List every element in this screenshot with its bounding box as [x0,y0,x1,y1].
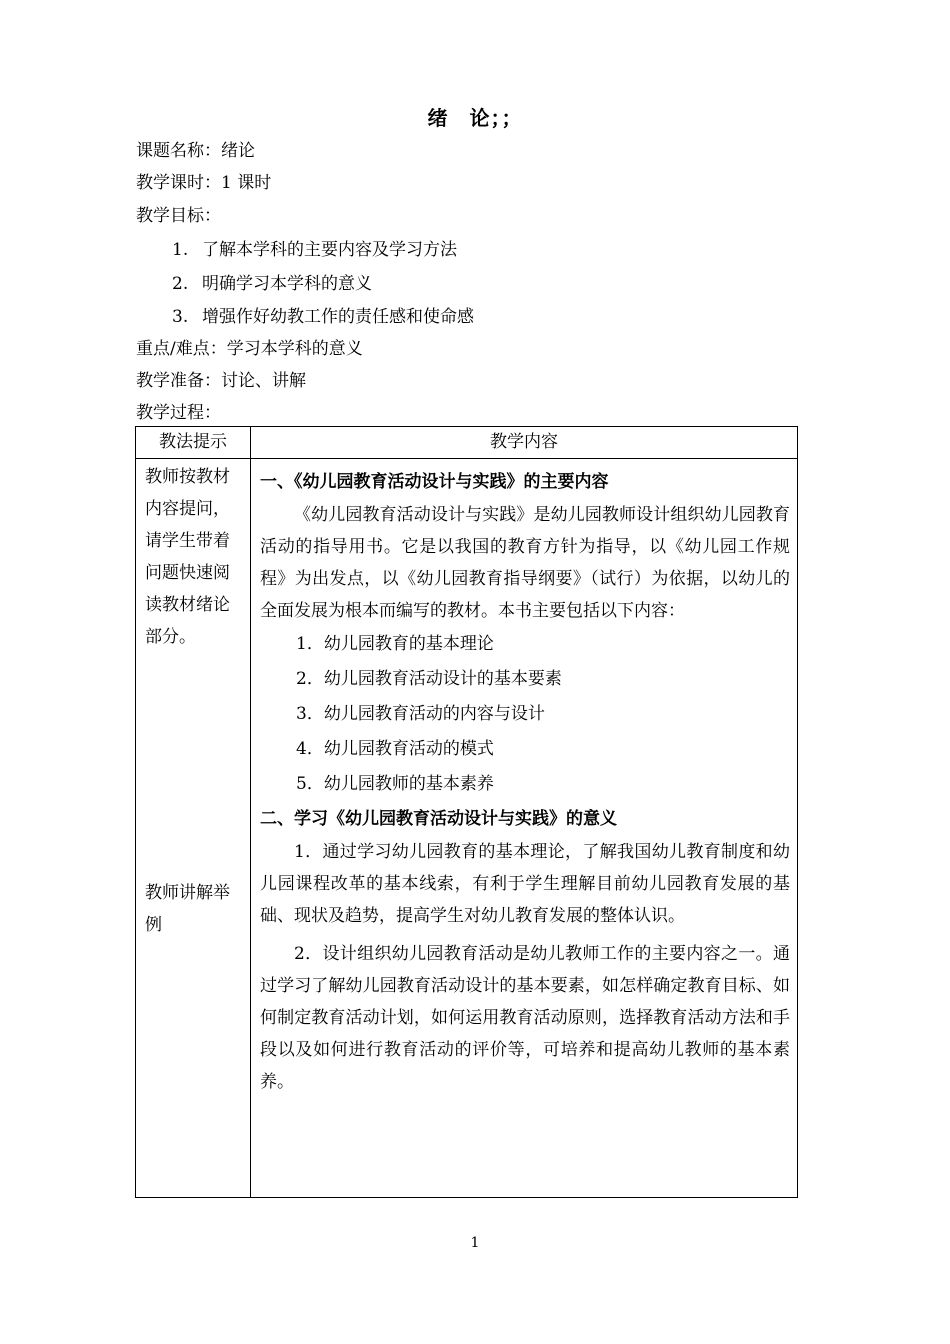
page-title: 绪 论；； [427,106,523,130]
list-item: 2．幼儿园教育活动设计的基本要素 [296,669,562,689]
header-content: 教学内容 [251,427,798,459]
goal-item [172,239,457,261]
goal-text: 明确学习本学科的意义 [202,274,372,294]
section-1-paragraph: 《幼儿园教育活动设计与实践》是幼儿园教师设计组织幼儿园教育活动的指导用书。它是以我国的教育方针为指导，以《幼儿园工作规程》为出发点，以《幼儿园教育指导纲要》（试行）为依据，以幼儿的全面发展为根本而编写的教材。本书主要包括以下内容： [260,505,790,621]
section-2-paragraph-1: 1．通过学习幼儿园教育的基本理论，了解我国幼儿教育制度和幼儿园课程改革的基本线索，有利于学生理解目前幼儿园教育发展的基础、现状及趋势，提高学生对幼儿教育发展的整体认识。 [260,842,790,926]
goal-number: 2. [172,274,189,294]
content-cell [251,459,798,1198]
section-1-heading: 一、《幼儿园教育活动设计与实践》的主要内容 [260,472,609,492]
section-2-heading: 二、学习《幼儿园教育活动设计与实践》的意义 [260,809,617,829]
goal-number: 3. [172,307,189,327]
content-body [260,465,790,1098]
list-item: 1．幼儿园教育的基本理论 [296,634,494,654]
list-item: 4．幼儿园教育活动的模式 [296,739,494,759]
table-header-row [136,427,798,459]
goals-label: 教学目标： [136,206,221,226]
hint-text-2: 教师讲解举例 [145,883,230,935]
topic-line: 课题名称：绪论 [136,141,255,161]
process-label: 教学过程： [136,403,221,423]
goal-text: 了解本学科的主要内容及学习方法 [202,240,457,260]
goal-item [172,306,474,328]
goal-number: 1. [172,240,189,260]
focus-line: 重点/难点：学习本学科的意义 [136,339,363,359]
header-hint: 教法提示 [136,427,251,459]
section-2-paragraph-2: 2．设计组织幼儿园教育活动是幼儿教师工作的主要内容之一。通过学习了解幼儿园教育活动设计的基本要素，如怎样确定教育目标、如何制定教育活动计划，如何运用教育活动原则，选择教育活动方法和手段以及如何进行教育活动的评价等，可培养和提高幼儿教师的基本素养。 [260,944,790,1092]
hours-line: 教学课时：1 课时 [136,173,272,193]
table-body-row [136,459,798,1198]
goal-item [172,273,372,295]
lesson-table [135,426,798,1198]
page-number: 1 [470,1235,480,1251]
hint-text-1: 教师按教材内容提问，请学生带着问题快速阅读教材绪论部分。 [145,467,230,647]
hint-cell [136,459,251,1198]
goal-text: 增强作好幼教工作的责任感和使命感 [202,307,474,327]
list-item: 5．幼儿园教师的基本素养 [296,774,494,794]
list-item: 3．幼儿园教育活动的内容与设计 [296,704,545,724]
prep-line: 教学准备：讨论、讲解 [136,371,306,391]
